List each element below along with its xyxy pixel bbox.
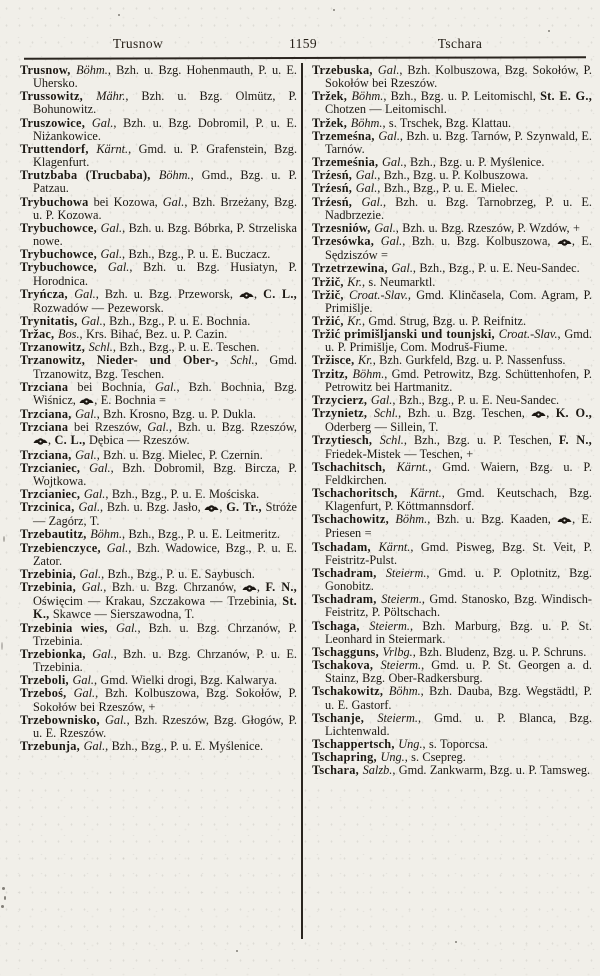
entry-region: Gal. — [75, 407, 97, 422]
entry-region: Gal. — [391, 261, 413, 276]
entry-region: Gal. — [154, 379, 177, 394]
entry-name-or-abbrev: F. N., — [265, 580, 297, 595]
entry-name-or-abbrev: Trzesówka, — [312, 234, 381, 249]
entry-text: , Bzh. u. Bzg. Rzeszów, P. Wzdów, + — [395, 220, 580, 235]
entry-text: , E. Sędziszów = — [325, 234, 592, 263]
entry-region: Schl. — [379, 433, 404, 448]
entry-name-or-abbrev: St. K., — [33, 594, 297, 622]
entry-region: Gal. — [73, 686, 96, 701]
entry-text: , Gmd. Klinčasela, Com. Agram, P. Primišlje. — [325, 287, 593, 315]
entry-region: Böhm. — [388, 684, 421, 699]
gazetteer-entry — [20, 143, 297, 169]
entry-name-or-abbrev: Trzetrzewina, — [312, 261, 392, 276]
entry-name-or-abbrev: Tržič, — [312, 287, 350, 302]
entry-text: , Bzh. u. Bzg. Chrzanów, — [103, 580, 242, 595]
entry-region: Steierm. — [380, 658, 422, 673]
entry-name-or-abbrev: G. Tr., — [226, 500, 262, 515]
entry-region: Gal. — [382, 155, 404, 170]
entry-name-or-abbrev: Trzynietz, — [312, 406, 374, 421]
entry-text: , Bzh. Dobromil, Bzg. Bircza, P. Wojtkowa. — [33, 460, 297, 488]
entry-name-or-abbrev: C. L., — [263, 286, 297, 301]
entry-name-or-abbrev: Tržić, — [312, 313, 348, 328]
entry-text: , Gmd. u. P. St. Georgen a. d. Stainz, Bzg. Ober-Radkersburg. — [325, 658, 592, 686]
gazetteer-entry — [20, 501, 297, 528]
entry-region: Böhm. — [352, 366, 385, 381]
gazetteer-entry — [20, 648, 297, 674]
gazetteer-entry — [312, 712, 592, 738]
gazetteer-entry — [312, 567, 592, 593]
entry-text: , Bzh. Krosno, Bzg. u. P. Dukla. — [96, 407, 256, 422]
entry-text: , — [219, 500, 227, 515]
entry-name-or-abbrev: Trzebinia, — [20, 580, 82, 595]
entry-text: , Bzh. u. Bzg. Rzeszów, — [168, 420, 297, 435]
entry-region: Gal. — [74, 286, 96, 301]
gazetteer-entry — [312, 368, 592, 394]
gazetteer-entry — [20, 196, 297, 222]
entry-text: bei Bochnia, — [68, 379, 155, 394]
entry-text: , Bzh., Bzg., P. u. E. Bochnia. — [102, 313, 251, 328]
running-header-right: Tschara — [437, 36, 483, 51]
entry-text: , Bzh. u. Bzg. Jasło, — [100, 500, 205, 515]
scan-speck — [2, 887, 5, 890]
entry-text: , Bzh. u. Bzg. Husiatyn, P. Horodnica. — [33, 260, 298, 288]
page-number: 1159 — [288, 36, 318, 51]
entry-name-or-abbrev: Trzemeśna, — [312, 128, 379, 143]
entry-name-or-abbrev: Tschappertsch, — [312, 736, 399, 751]
entry-region: Kärnt. — [409, 486, 442, 500]
gazetteer-entry — [312, 196, 592, 222]
entry-region: Schl. — [373, 406, 399, 421]
entry-region: Gal. — [105, 712, 127, 727]
gazetteer-entry — [20, 740, 297, 753]
entry-region: Gal. — [78, 500, 101, 515]
entry-region: Croat.-Slav. — [349, 287, 408, 302]
entry-text: , Gmd. Zankwarm, Bzg. u. P. Tamsweg. — [392, 763, 591, 778]
scan-speck — [455, 941, 457, 943]
entry-region: Gal. — [75, 447, 97, 462]
entry-name-or-abbrev: Trzebionka, — [20, 646, 93, 661]
entry-name-or-abbrev: Trynitatis, — [20, 313, 82, 328]
entry-text: , Gmd. Keutschach, Bzg. Klagenfurt, P. Köttmannsdorf. — [325, 486, 593, 514]
entry-text: , E. Bochnia = — [94, 392, 166, 407]
gazetteer-entry — [312, 328, 592, 354]
gazetteer-entry — [312, 235, 592, 262]
entry-text: , Bzh., Bzg. u. P. Myślenice. — [403, 155, 545, 170]
entry-text: , Bzh. u. Bzg. Tarnobrzeg, P. u. E. Nadbrzezie. — [325, 194, 592, 222]
entry-name-or-abbrev: Tschara, — [312, 763, 363, 778]
entry-text: , Bzh. Kolbuszowa, Bzg. Sokołów, P. Sokołów bei Rzeszów, + — [33, 686, 298, 714]
entry-text: , — [256, 580, 266, 595]
entry-name-or-abbrev: Tržek, — [312, 89, 352, 104]
entry-text: , Gmd. Petrowitz, Bzg. Schüttenhofen, P. Petrowitz bei Hartmanitz. — [325, 366, 592, 394]
entry-region: Kärnt. — [96, 141, 129, 156]
entry-text: , Gmd. u. P. Blanca, Bzg. Lichtenwald. — [325, 710, 592, 738]
entry-region: Böhm. — [158, 168, 191, 183]
entry-name-or-abbrev: Tržek, — [312, 115, 351, 130]
scan-speck — [118, 14, 120, 16]
entry-text: , Bzh. Wadowice, Bzg., P. u. E. Zator. — [33, 540, 297, 568]
entry-region: Gal. — [79, 566, 102, 581]
entry-name-or-abbrev: Tschakowitz, — [312, 684, 389, 699]
gazetteer-entry — [312, 461, 592, 487]
railway-station-icon — [557, 236, 572, 249]
gazetteer-entry — [312, 541, 592, 567]
entry-text: , Krs. Bihać, Bez. u. P. Cazin. — [79, 327, 228, 342]
entry-text: , Gmd., Bzg. u. P. Patzau. — [33, 168, 297, 196]
entry-text: , Bzh. Gurkfeld, Bzg. u. P. Nassenfuss. — [372, 353, 566, 368]
gazetteer-entry — [20, 581, 297, 621]
entry-text: , Bzh., Bzg., P. u. E. Myślenice. — [105, 738, 264, 753]
gazetteer-entry — [20, 622, 297, 648]
entry-text: Dębica — Rzeszów. — [85, 433, 190, 448]
entry-text: , Bzh. Kolbuszowa, Bzg. Sokołów, P. Sokołów bei Rzeszów. — [325, 63, 593, 91]
entry-text: Oderberg — Sillein, T. — [325, 420, 439, 435]
entry-name-or-abbrev: Tschadram, — [312, 565, 386, 580]
header-rule — [24, 56, 586, 59]
entry-text: , Bzh. Marburg, Bzg. u. P. St. Leonhard in Steiermark. — [325, 618, 592, 646]
entry-name-or-abbrev: Trybuchowce, — [20, 247, 101, 262]
entry-name-or-abbrev: Trzeboli, — [20, 673, 73, 688]
entry-name-or-abbrev: Trzebinia, — [20, 566, 80, 581]
entry-name-or-abbrev: Trussowitz, — [20, 89, 97, 104]
scan-speck — [236, 950, 238, 952]
running-header-left: Trusnow — [112, 36, 164, 51]
scan-speck — [333, 9, 335, 11]
column-right — [312, 64, 592, 777]
railway-station-icon — [239, 289, 254, 302]
gazetteer-entry — [20, 714, 297, 740]
entry-name-or-abbrev: Tržić primišljanski und tounjski, — [312, 327, 499, 342]
scan-speck — [1, 905, 4, 908]
railway-station-icon — [204, 502, 219, 515]
entry-text: , Bzh., Bzg., P. u. E. Mielec. — [377, 181, 519, 196]
entry-name-or-abbrev: Trzanowitz, — [20, 340, 89, 355]
entry-name-or-abbrev: Trzesniów, — [312, 220, 375, 235]
entry-name-or-abbrev: Tschakova, — [312, 658, 381, 673]
entry-name-or-abbrev: Trzebienczyce, — [20, 540, 107, 555]
entry-region: Gal. — [81, 580, 104, 595]
entry-text: , Bzh., Bzg., P. u. E. Mościska. — [105, 487, 260, 501]
entry-text: , Bzh. u. Bzg. Hohenmauth, P. u. E. Uhersko. — [33, 63, 297, 91]
gazetteer-entry — [312, 487, 592, 513]
entry-name-or-abbrev: K. O., — [555, 406, 592, 421]
entry-region: Steierm. — [385, 565, 427, 580]
entry-region: Gal. — [355, 181, 378, 196]
entry-region: Mähr. — [96, 89, 126, 104]
railway-station-icon — [531, 408, 546, 421]
gazetteer-entry — [312, 659, 592, 685]
entry-text: , Bzh. u. Bzg. Kaaden, — [427, 512, 558, 527]
entry-name-or-abbrev: Trzemeśnia, — [312, 155, 383, 170]
entry-region: Gal. — [72, 673, 94, 688]
entry-name-or-abbrev: Trzciana — [20, 379, 69, 394]
entry-text: Friedek-Mistek — Teschen, + — [325, 446, 474, 461]
entry-name-or-abbrev: Trźesń, — [312, 168, 356, 183]
entry-text: Chotzen — Leitomischl. — [325, 102, 447, 117]
entry-name-or-abbrev: Trybuchowce, — [20, 260, 108, 275]
entry-name-or-abbrev: Trzytiesch, — [312, 433, 380, 448]
gazetteer-entry — [312, 620, 592, 646]
entry-text: , Bzh. Brzeżany, Bzg. u. P. Kozowa. — [33, 194, 297, 222]
entry-name-or-abbrev: St. E. G., — [540, 89, 593, 104]
entry-name-or-abbrev: F. N., — [558, 433, 592, 448]
entry-text: , — [254, 286, 264, 301]
entry-name-or-abbrev: Tržac, — [20, 327, 59, 342]
entry-region: Böhm. — [90, 527, 123, 542]
entry-region: Steierm. — [381, 592, 422, 607]
entry-text: Oświęcim — Krakau, Szczakowa — Trzebinia, — [33, 594, 283, 609]
entry-name-or-abbrev: Trzebunja, — [20, 738, 84, 753]
entry-region: Gal. — [147, 420, 169, 435]
entry-text: , Bzh., Bzg. u. P. Kolbuszowa. — [377, 168, 529, 183]
gazetteer-entry — [312, 593, 592, 619]
gazetteer-entry — [20, 222, 297, 248]
entry-name-or-abbrev: Trzciana — [20, 420, 69, 435]
entry-text: , Gmd. u. P. Grafenstein, Bzg. Klagenfurt. — [33, 141, 298, 170]
gazetteer-entry — [20, 117, 297, 143]
entry-name-or-abbrev: Trzitz, — [312, 366, 353, 381]
entry-text: , Bzh., Bzg., P. u. E. Saybusch. — [101, 566, 255, 581]
gazetteer-entry — [20, 261, 297, 287]
entry-text: bei Kozowa, — [88, 194, 163, 209]
entry-name-or-abbrev: Tschaga, — [312, 618, 370, 633]
entry-name-or-abbrev: Trybuchowa — [20, 194, 89, 209]
entry-name-or-abbrev: Trzciana, — [20, 447, 76, 462]
entry-region: Salzb. — [362, 763, 393, 778]
entry-region: Schl. — [88, 340, 113, 355]
entry-text: , Bzh. Rzeszów, Bzg. Głogów, P. u. E. Rzeszów. — [33, 712, 297, 740]
entry-name-or-abbrev: Truszowice, — [20, 115, 92, 130]
entry-text: , Gmd. Pisweg, Bzg. St. Veit, P. Feistritz-Pulst. — [325, 539, 593, 567]
entry-region: Böhm. — [351, 89, 384, 104]
entry-region: Gal. — [370, 392, 393, 407]
entry-region: Gal. — [81, 313, 103, 328]
entry-text: , Bzh. u. Bzg. Kolbuszowa, — [402, 234, 557, 249]
entry-name-or-abbrev: Trzanowitz, Nieder- und Ober-, — [20, 353, 231, 368]
entry-region: Gal. — [100, 247, 123, 262]
entry-text: , Bzh. Bludenz, Bzg. u. P. Schruns. — [412, 644, 587, 659]
entry-text: Stróże — Zagórz, T. — [33, 500, 298, 529]
scan-speck — [4, 896, 6, 900]
entry-name-or-abbrev: Tschachowitz, — [312, 512, 396, 527]
entry-text: , Gmd. Waiern, Bzg. u. P. Feldkirchen. — [325, 459, 592, 487]
entry-name-or-abbrev: Trzeboś, — [20, 686, 74, 701]
entry-region: Ung. — [380, 750, 405, 765]
entry-text: , Gmd. Stanosko, Bzg. Windisch-Feistritz, P. Pöltschach. — [325, 592, 592, 620]
entry-name-or-abbrev: Tržič, — [312, 274, 348, 289]
entry-text: , E. Priesen = — [325, 512, 592, 541]
entry-text: , Bzh. u. Bzg. Chrzanów, P. u. E. Trzebinia. — [33, 646, 297, 675]
entry-region: Gal. — [83, 738, 106, 753]
entry-text: , Bzh., Bzg., P. u. E. Neu-Sandec. — [392, 392, 560, 407]
entry-text: , Bzh. u. Bzg. Tarnów, P. Szynwald, E. Tarnów. — [325, 128, 592, 156]
entry-region: Gal. — [100, 220, 123, 235]
entry-name-or-abbrev: Trzebuska, — [312, 63, 378, 77]
entry-region: Gal. — [106, 540, 129, 555]
entry-name-or-abbrev: Tschachoritsch, — [312, 486, 410, 500]
entry-region: Gal. — [374, 220, 396, 235]
gazetteer-entry — [312, 130, 592, 156]
entry-region: Kr. — [347, 313, 362, 328]
gazetteer-entry — [312, 90, 592, 116]
gazetteer-entry — [20, 687, 297, 713]
entry-region: Böhm. — [76, 63, 108, 77]
gazetteer-entry — [20, 462, 297, 488]
entry-text: , Bzh. u. Bzg. Przeworsk, — [95, 286, 240, 301]
entry-region: Steierm. — [377, 710, 418, 725]
entry-name-or-abbrev: Tržisce, — [312, 353, 359, 368]
entry-region: Gal. — [355, 168, 378, 183]
entry-text: , Bzh. u. Bzg. Chrzanów, P. Trzebinia. — [33, 620, 297, 648]
entry-text: , Bzh., Bzg. u. P. Leitomischl, — [383, 89, 541, 104]
entry-text: , — [48, 433, 55, 448]
entry-name-or-abbrev: C. L., — [54, 433, 86, 448]
entry-name-or-abbrev: Trzebownisko, — [20, 712, 106, 727]
entry-region: Kr. — [347, 274, 362, 289]
gazetteer-entry — [20, 288, 297, 315]
gazetteer-entry — [20, 169, 297, 195]
gazetteer-entry — [20, 542, 297, 568]
column-left — [20, 64, 297, 753]
entry-region: Gal. — [162, 194, 185, 209]
entry-region: Schl. — [230, 353, 255, 368]
gazetteer-entry — [312, 64, 592, 90]
entry-region: Kärnt. — [378, 539, 411, 554]
entry-region: Croat.-Slav. — [498, 327, 558, 342]
entry-name-or-abbrev: Trusnow, — [20, 63, 77, 77]
entry-text: , Bzh. u. Bzg. Teschen, — [398, 406, 532, 421]
entry-text: , Bzh., Bzg., P. u. E. Teschen. — [112, 340, 260, 355]
entry-region: Böhm. — [395, 512, 428, 527]
entry-name-or-abbrev: Tryńcza, — [20, 286, 75, 301]
column-divider-rule — [301, 63, 303, 939]
entry-region: Kr. — [358, 353, 373, 368]
entry-text: , Bzh. u. Bzg. Bóbrka, P. Strzeliska nowe. — [33, 220, 297, 249]
entry-region: Gal. — [380, 234, 403, 249]
entry-name-or-abbrev: Tschagguns, — [312, 644, 383, 659]
scan-speck — [1, 642, 3, 650]
entry-text: , Bzh. u. Bzg. Dobromil, P. u. E. Niżankowice. — [33, 115, 298, 143]
entry-region: Kärnt. — [396, 459, 429, 474]
entry-text: bei Rzeszów, — [68, 420, 148, 435]
entry-text: , Gmd. Strug, Bzg. u. P. Reifnitz. — [361, 313, 527, 328]
gazetteer-entry — [312, 407, 592, 434]
entry-text: , Bzh. u. Bzg. Olmütz, P. Bohunowitz. — [33, 89, 297, 117]
entry-text: , Bzh., Bzg., P. u. E. Neu-Sandec. — [412, 261, 580, 276]
gazetteer-entry — [312, 764, 592, 777]
entry-text: , Bzh., Bzg., P. u. E. Leitmeritz. — [122, 527, 280, 542]
entry-name-or-abbrev: Trzciana, — [20, 407, 76, 422]
entry-region: Vrlbg. — [382, 644, 413, 659]
entry-text: , Bzh., Bzg. u. P. Teschen, — [403, 433, 559, 448]
entry-text: Skawce — Sierszawodna, T. — [49, 607, 195, 622]
entry-name-or-abbrev: Truttendorf, — [20, 141, 97, 156]
entry-text: , Bzh., Bzg., P. u. E. Buczacz. — [122, 247, 271, 262]
entry-region: Gal. — [89, 460, 111, 475]
entry-text: , Bzh. u. Bzg. Mielec, P. Czernin. — [96, 447, 263, 462]
railway-station-icon — [557, 514, 572, 527]
entry-region: Gal. — [107, 260, 130, 275]
entry-text: , — [546, 406, 556, 421]
gazetteer-entry — [20, 64, 297, 90]
gazetteer-entry — [312, 685, 592, 711]
gazetteer-entry — [20, 381, 297, 408]
entry-region: Steierm. — [369, 618, 410, 633]
entry-region: Gal. — [83, 487, 106, 501]
entry-region: Ung. — [398, 736, 423, 751]
entry-region: Gal. — [91, 115, 114, 130]
entry-name-or-abbrev: Trzcianiec, — [20, 460, 90, 475]
entry-text: , Gmd. u. P. Oplotnitz, Bzg. Gonobitz. — [325, 565, 592, 594]
entry-name-or-abbrev: Tschachitsch, — [312, 459, 397, 474]
entry-text: , Bzh. Dauba, Bzg. Wegstädtl, P. u. E. Gastorf. — [325, 684, 593, 712]
entry-name-or-abbrev: Trybuchowce, — [20, 220, 101, 235]
entry-text: , Gmd. Wielki drogi, Bzg. Kalwarya. — [93, 673, 278, 688]
entry-name-or-abbrev: Trzcinica, — [20, 500, 79, 515]
entry-region: Gal. — [378, 128, 400, 143]
entry-region: Gal. — [361, 194, 384, 209]
gazetteer-entry — [312, 513, 592, 540]
scan-speck — [548, 30, 550, 32]
entry-text: , s. Trschek, Bzg. Klattau. — [382, 115, 512, 130]
entry-name-or-abbrev: Trzcianiec, — [20, 487, 84, 501]
entry-text: , Gmd. u. P. Primišlje, Com. Modruš-Fiume. — [325, 327, 592, 355]
entry-region: Gal. — [377, 63, 400, 77]
entry-text: , Bzh. Bochnia, Bzg. Wiśnicz, — [33, 379, 297, 407]
entry-name-or-abbrev: Trzycierz, — [312, 392, 371, 407]
entry-region: Bos. — [58, 327, 80, 342]
entry-name-or-abbrev: Trźesń, — [312, 194, 362, 209]
entry-name-or-abbrev: Tschadram, — [312, 592, 382, 607]
gazetteer-entry — [312, 434, 592, 460]
entry-name-or-abbrev: Trzebinia wies, — [20, 620, 116, 635]
gazetteer-entry — [20, 354, 297, 380]
entry-text: Rozwadów — Pezeworsk. — [33, 300, 164, 315]
entry-text: , s. Toporcsa. — [422, 736, 488, 751]
entry-region: Böhm. — [350, 115, 383, 130]
entry-text: , Gmd. Trzanowitz, Bzg. Teschen. — [33, 353, 297, 381]
entry-name-or-abbrev: Tschapring, — [312, 750, 381, 765]
entry-name-or-abbrev: Trzebautitz, — [20, 527, 91, 542]
entry-text: , s. Csepreg. — [404, 750, 466, 765]
gazetteer-entry — [20, 90, 297, 116]
entry-text: , s. Neumarktl. — [361, 274, 436, 289]
scan-speck — [3, 536, 5, 542]
entry-name-or-abbrev: Tschadam, — [312, 539, 379, 554]
gazetteer-entry — [20, 421, 297, 448]
entry-region: Gal. — [115, 620, 138, 635]
gazetteer-entry — [312, 289, 592, 315]
entry-name-or-abbrev: Tschanje, — [312, 710, 378, 725]
entry-name-or-abbrev: Trźesń, — [312, 181, 356, 196]
entry-region: Gal. — [92, 646, 114, 661]
entry-name-or-abbrev: Trutzbaba (Trucbaba), — [20, 168, 159, 183]
